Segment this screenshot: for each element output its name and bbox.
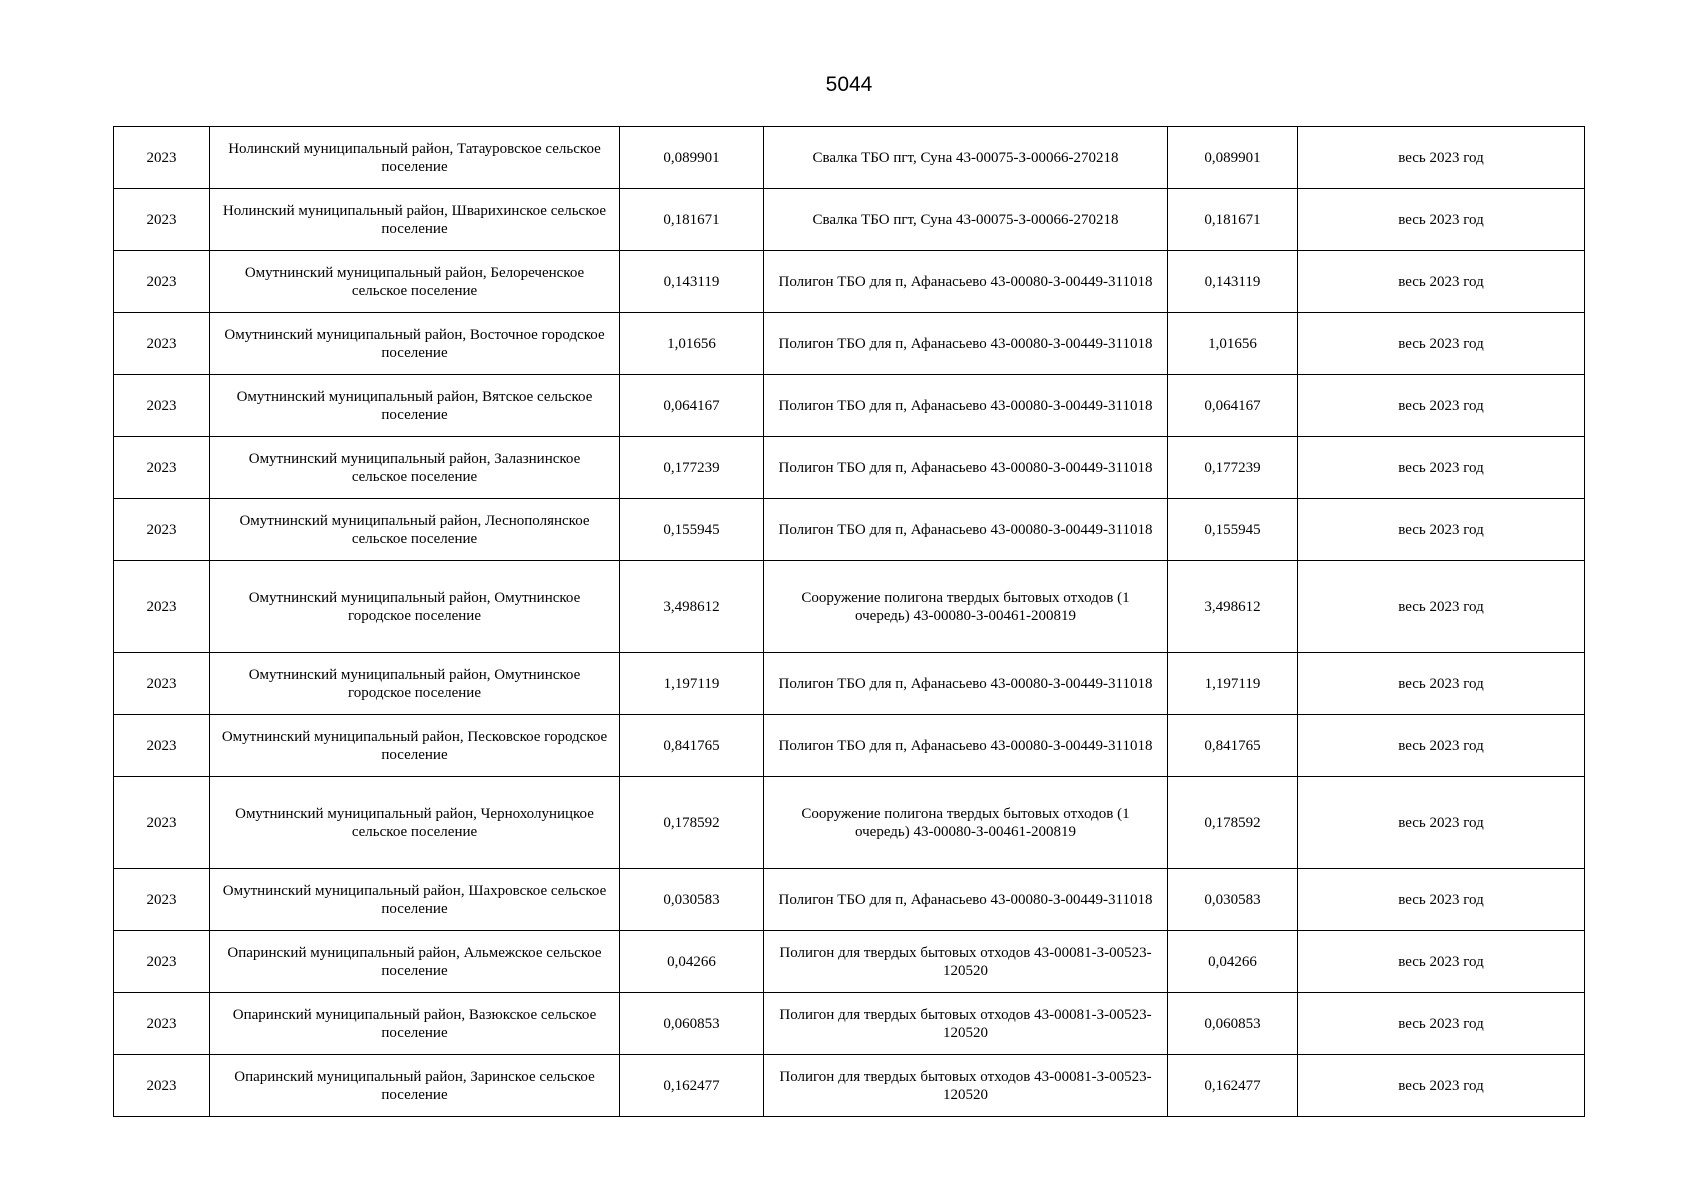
cell-volume-placed: 1,197119	[1168, 653, 1298, 715]
cell-volume: 0,04266	[620, 931, 764, 993]
cell-volume: 0,162477	[620, 1055, 764, 1117]
table-row	[114, 777, 1585, 869]
cell-facility: Полигон для твердых бытовых отходов 43-00081-З-00523-120520	[764, 931, 1168, 993]
cell-facility: Свалка ТБО пгт, Суна 43-00075-З-00066-270218	[764, 127, 1168, 189]
cell-volume-placed: 0,04266	[1168, 931, 1298, 993]
cell-facility: Полигон ТБО для п, Афанасьево 43-00080-З-00449-311018	[764, 715, 1168, 777]
table-row	[114, 561, 1585, 653]
cell-period: весь 2023 год	[1298, 189, 1585, 251]
cell-volume-placed: 0,089901	[1168, 127, 1298, 189]
cell-year: 2023	[114, 993, 210, 1055]
table-row	[114, 251, 1585, 313]
cell-period: весь 2023 год	[1298, 251, 1585, 313]
cell-facility: Сооружение полигона твердых бытовых отходов (1 очередь) 43-00080-З-00461-200819	[764, 561, 1168, 653]
cell-territory: Омутнинский муниципальный район, Залазнинское сельское поселение	[210, 437, 620, 499]
cell-period: весь 2023 год	[1298, 715, 1585, 777]
cell-period: весь 2023 год	[1298, 777, 1585, 869]
cell-year: 2023	[114, 499, 210, 561]
cell-territory: Омутнинский муниципальный район, Песковское городское поселение	[210, 715, 620, 777]
cell-year: 2023	[114, 1055, 210, 1117]
cell-volume-placed: 0,155945	[1168, 499, 1298, 561]
table-row	[114, 1055, 1585, 1117]
cell-year: 2023	[114, 561, 210, 653]
cell-volume: 0,178592	[620, 777, 764, 869]
cell-territory: Омутнинский муниципальный район, Омутнинское городское поселение	[210, 653, 620, 715]
cell-facility: Полигон для твердых бытовых отходов 43-00081-З-00523-120520	[764, 993, 1168, 1055]
cell-territory: Омутнинский муниципальный район, Вятское сельское поселение	[210, 375, 620, 437]
cell-facility: Полигон ТБО для п, Афанасьево 43-00080-З-00449-311018	[764, 653, 1168, 715]
cell-period: весь 2023 год	[1298, 653, 1585, 715]
cell-volume: 0,841765	[620, 715, 764, 777]
cell-facility: Полигон ТБО для п, Афанасьево 43-00080-З-00449-311018	[764, 437, 1168, 499]
cell-volume: 3,498612	[620, 561, 764, 653]
cell-period: весь 2023 год	[1298, 375, 1585, 437]
cell-volume-placed: 0,060853	[1168, 993, 1298, 1055]
table-row	[114, 993, 1585, 1055]
data-table	[113, 126, 1585, 1117]
cell-volume: 0,060853	[620, 993, 764, 1055]
table-row	[114, 127, 1585, 189]
cell-territory: Омутнинский муниципальный район, Омутнинское городское поселение	[210, 561, 620, 653]
cell-facility: Полигон ТБО для п, Афанасьево 43-00080-З-00449-311018	[764, 375, 1168, 437]
cell-period: весь 2023 год	[1298, 561, 1585, 653]
cell-territory: Нолинский муниципальный район, Татауровское сельское поселение	[210, 127, 620, 189]
cell-volume: 0,064167	[620, 375, 764, 437]
cell-year: 2023	[114, 251, 210, 313]
table-row	[114, 437, 1585, 499]
cell-period: весь 2023 год	[1298, 313, 1585, 375]
cell-facility: Сооружение полигона твердых бытовых отходов (1 очередь) 43-00080-З-00461-200819	[764, 777, 1168, 869]
cell-facility: Полигон для твердых бытовых отходов 43-00081-З-00523-120520	[764, 1055, 1168, 1117]
table-row	[114, 715, 1585, 777]
cell-volume: 0,155945	[620, 499, 764, 561]
cell-volume-placed: 0,841765	[1168, 715, 1298, 777]
cell-facility: Свалка ТБО пгт, Суна 43-00075-З-00066-270218	[764, 189, 1168, 251]
cell-year: 2023	[114, 777, 210, 869]
cell-volume-placed: 3,498612	[1168, 561, 1298, 653]
cell-period: весь 2023 год	[1298, 869, 1585, 931]
cell-territory: Омутнинский муниципальный район, Чернохолуницкое сельское поселение	[210, 777, 620, 869]
cell-facility: Полигон ТБО для п, Афанасьево 43-00080-З-00449-311018	[764, 499, 1168, 561]
cell-year: 2023	[114, 189, 210, 251]
cell-volume-placed: 0,162477	[1168, 1055, 1298, 1117]
cell-year: 2023	[114, 715, 210, 777]
cell-year: 2023	[114, 869, 210, 931]
cell-volume-placed: 0,181671	[1168, 189, 1298, 251]
table-row	[114, 313, 1585, 375]
table-row	[114, 375, 1585, 437]
cell-period: весь 2023 год	[1298, 499, 1585, 561]
cell-volume: 0,143119	[620, 251, 764, 313]
cell-period: весь 2023 год	[1298, 993, 1585, 1055]
cell-year: 2023	[114, 653, 210, 715]
cell-year: 2023	[114, 437, 210, 499]
cell-volume-placed: 0,177239	[1168, 437, 1298, 499]
cell-volume-placed: 0,030583	[1168, 869, 1298, 931]
cell-period: весь 2023 год	[1298, 127, 1585, 189]
cell-volume-placed: 0,143119	[1168, 251, 1298, 313]
table-row	[114, 499, 1585, 561]
cell-volume: 0,030583	[620, 869, 764, 931]
cell-territory: Опаринский муниципальный район, Заринское сельское поселение	[210, 1055, 620, 1117]
cell-volume: 0,177239	[620, 437, 764, 499]
cell-period: весь 2023 год	[1298, 437, 1585, 499]
table-row	[114, 653, 1585, 715]
cell-territory: Омутнинский муниципальный район, Белореченское сельское поселение	[210, 251, 620, 313]
cell-territory: Опаринский муниципальный район, Альмежское сельское поселение	[210, 931, 620, 993]
cell-year: 2023	[114, 127, 210, 189]
cell-volume: 1,197119	[620, 653, 764, 715]
cell-volume-placed: 0,178592	[1168, 777, 1298, 869]
table-body	[114, 127, 1585, 1117]
cell-volume: 1,01656	[620, 313, 764, 375]
cell-volume: 0,089901	[620, 127, 764, 189]
cell-period: весь 2023 год	[1298, 1055, 1585, 1117]
cell-territory: Нолинский муниципальный район, Шварихинское сельское поселение	[210, 189, 620, 251]
cell-facility: Полигон ТБО для п, Афанасьево 43-00080-З-00449-311018	[764, 251, 1168, 313]
table-row	[114, 931, 1585, 993]
cell-volume: 0,181671	[620, 189, 764, 251]
page-number: 5044	[825, 73, 873, 96]
cell-facility: Полигон ТБО для п, Афанасьево 43-00080-З-00449-311018	[764, 313, 1168, 375]
cell-year: 2023	[114, 313, 210, 375]
table-row	[114, 869, 1585, 931]
cell-territory: Омутнинский муниципальный район, Шахровское сельское поселение	[210, 869, 620, 931]
cell-territory: Омутнинский муниципальный район, Восточное городское поселение	[210, 313, 620, 375]
cell-volume-placed: 1,01656	[1168, 313, 1298, 375]
cell-year: 2023	[114, 375, 210, 437]
cell-volume-placed: 0,064167	[1168, 375, 1298, 437]
cell-year: 2023	[114, 931, 210, 993]
cell-territory: Омутнинский муниципальный район, Леснополянское сельское поселение	[210, 499, 620, 561]
cell-facility: Полигон ТБО для п, Афанасьево 43-00080-З-00449-311018	[764, 869, 1168, 931]
cell-period: весь 2023 год	[1298, 931, 1585, 993]
table-row	[114, 189, 1585, 251]
cell-territory: Опаринский муниципальный район, Вазюкское сельское поселение	[210, 993, 620, 1055]
